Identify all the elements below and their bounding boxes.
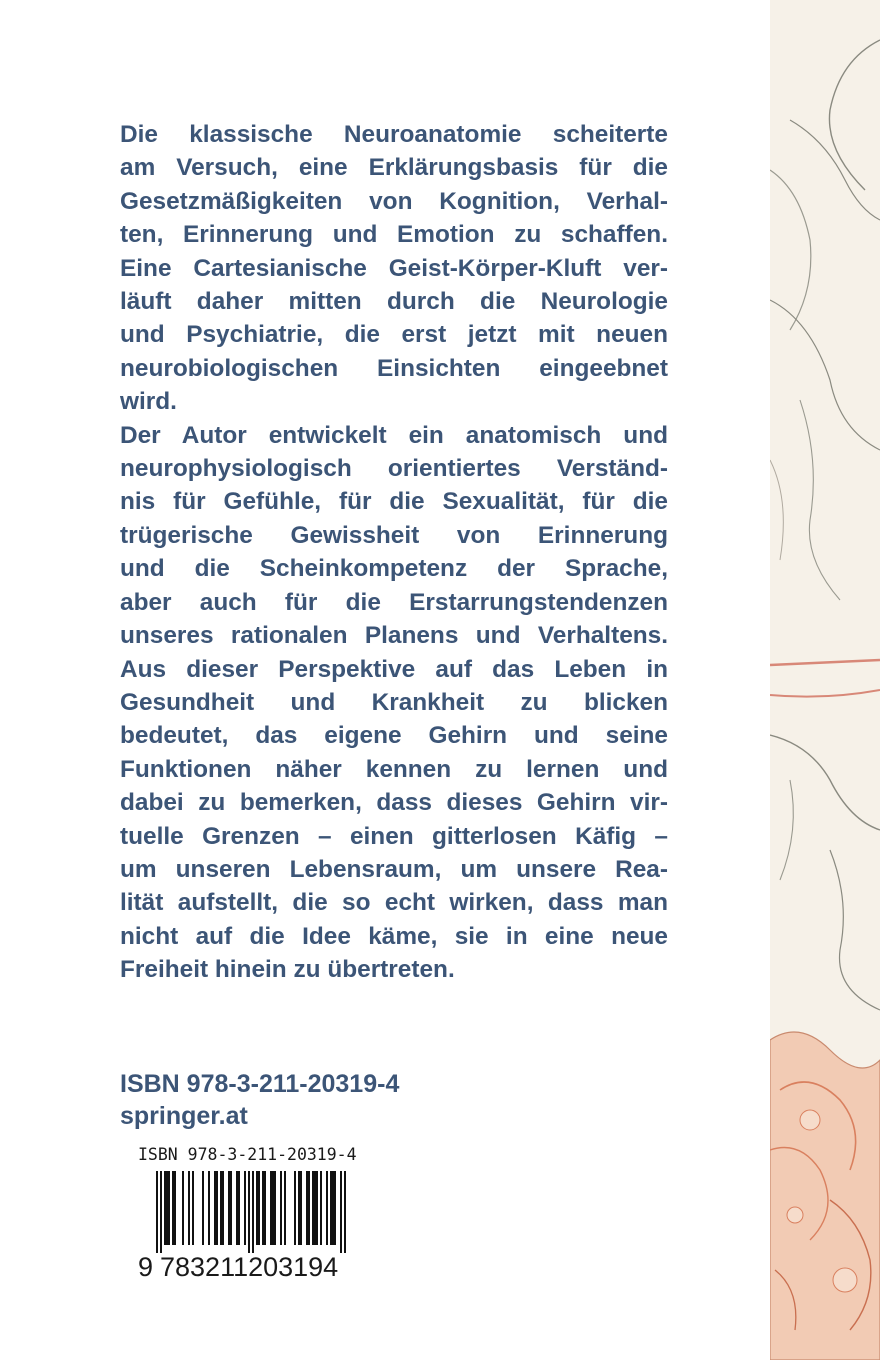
barcode-bar: [164, 1171, 166, 1245]
barcode-isbn-text: ISBN 978-3-211-20319-4: [138, 1145, 357, 1164]
barcode-bar: [270, 1171, 272, 1245]
barcode-bar: [172, 1171, 174, 1245]
blurb-line-25: nicht auf die Idee käme, sie in eine neue: [120, 922, 668, 950]
blurb-line-3: Gesetzmäßigkeiten von Kognition, Verhal-: [120, 187, 668, 215]
blurb-line-8: neurobiologischen Einsichten eingeebnet: [120, 354, 668, 382]
barcode-bar: [258, 1171, 260, 1245]
barcode-bar: [262, 1171, 264, 1245]
barcode-bar: [236, 1171, 238, 1245]
barcode-bar: [326, 1171, 328, 1245]
barcode-bar: [244, 1171, 246, 1245]
barcode-bar: [280, 1171, 282, 1245]
barcode-bar: [188, 1171, 190, 1245]
barcode-bars: [138, 1171, 360, 1253]
barcode-bar: [174, 1171, 176, 1245]
barcode-bar: [202, 1171, 204, 1245]
blurb-line-6: läuft daher mitten durch die Neurologie: [120, 288, 668, 316]
barcode-lead-digit: 9: [138, 1252, 154, 1282]
barcode-bar: [308, 1171, 310, 1245]
blurb-line-11: neurophysiologisch orientiertes Verständ-: [120, 455, 668, 483]
barcode-bar: [312, 1171, 314, 1245]
blurb-line-2: am Versuch, eine Erklärungsbasis für die: [120, 154, 668, 182]
blurb-line-21: dabei zu bemerken, dass dieses Gehirn vir-: [120, 789, 668, 817]
blurb-line-19: bedeutet, das eigene Gehirn und seine: [120, 722, 668, 750]
blurb-line-14: und die Scheinkompetenz der Sprache,: [120, 555, 668, 583]
barcode-bar: [274, 1171, 276, 1245]
blurb-line-15: aber auch für die Erstarrungstendenzen: [120, 588, 668, 616]
blurb-line-23: um unseren Lebensraum, um unsere Rea-: [120, 855, 668, 883]
barcode-bar: [316, 1171, 318, 1245]
barcode-bar: [306, 1171, 308, 1245]
blurb-line-7: und Psychiatrie, die erst jetzt mit neuen: [120, 321, 668, 349]
barcode-bar: [208, 1171, 210, 1245]
barcode-bar: [166, 1171, 168, 1245]
blurb-line-24: lität aufstellt, die so echt wirken, dass man: [120, 889, 668, 917]
barcode-bar: [344, 1171, 346, 1253]
barcode-bar: [220, 1171, 222, 1245]
barcode-bar: [214, 1171, 216, 1245]
barcode-bar: [182, 1171, 184, 1245]
barcode-bar: [252, 1171, 254, 1253]
barcode-bar: [264, 1171, 266, 1245]
blurb-line-12: nis für Gefühle, für die Sexualität, für die: [120, 488, 668, 516]
barcode-bar: [314, 1171, 316, 1245]
blurb-line-22: tuelle Grenzen – einen gitterlosen Käfig –: [120, 822, 668, 850]
blurb-line-9: wird.: [120, 388, 177, 416]
barcode-digits: [138, 1251, 360, 1283]
barcode-bar: [300, 1171, 302, 1245]
blurb-line-26: Freiheit hinein zu übertreten.: [120, 956, 455, 984]
barcode-bar: [156, 1171, 158, 1253]
barcode-bar: [238, 1171, 240, 1245]
barcode-bar: [334, 1171, 336, 1245]
barcode-bar: [330, 1171, 332, 1245]
barcode-bar: [340, 1171, 342, 1253]
barcode-bar: [160, 1171, 162, 1253]
blurb-line-1: Die klassische Neuroanatomie scheiterte: [120, 121, 668, 148]
barcode-bar: [248, 1171, 250, 1253]
barcode-bar: [272, 1171, 274, 1245]
barcode-bar: [168, 1171, 170, 1245]
isbn-label: ISBN 978-3-211-20319-4: [120, 1070, 400, 1098]
barcode-bar: [230, 1171, 232, 1245]
blurb-line-20: Funktionen näher kennen zu lernen und: [120, 755, 668, 783]
barcode-main-digits: 783211203194: [160, 1252, 339, 1282]
barcode-bar: [298, 1171, 300, 1245]
barcode-bar: [228, 1171, 230, 1245]
barcode-bar: [256, 1171, 258, 1245]
barcode-bar: [320, 1171, 322, 1245]
barcode-bar: [222, 1171, 224, 1245]
anatomical-illustration-icon: [770, 0, 880, 1360]
blurb-line-17: Aus dieser Perspektive auf das Leben in: [120, 655, 668, 683]
blurb-line-18: Gesundheit und Krankheit zu blicken: [120, 688, 668, 716]
barcode-bar: [216, 1171, 218, 1245]
blurb-line-10: Der Autor entwickelt ein anatomisch und: [120, 421, 668, 449]
blurb-text: [120, 118, 668, 987]
barcode-bar: [192, 1171, 194, 1245]
cover-artwork-strip: [770, 0, 880, 1360]
barcode: [138, 1145, 360, 1287]
blurb-line-13: trügerische Gewissheit von Erinnerung: [120, 521, 668, 549]
blurb-line-5: Eine Cartesianische Geist-Körper-Kluft ver-: [120, 254, 668, 282]
blurb-line-4: ten, Erinnerung und Emotion zu schaffen.: [120, 221, 668, 249]
barcode-bar: [294, 1171, 296, 1245]
website-link[interactable]: springer.at: [120, 1102, 248, 1130]
barcode-bar: [284, 1171, 286, 1245]
blurb-line-16: unseres rationalen Planens und Verhaltens.: [120, 622, 668, 650]
barcode-bar: [332, 1171, 334, 1245]
